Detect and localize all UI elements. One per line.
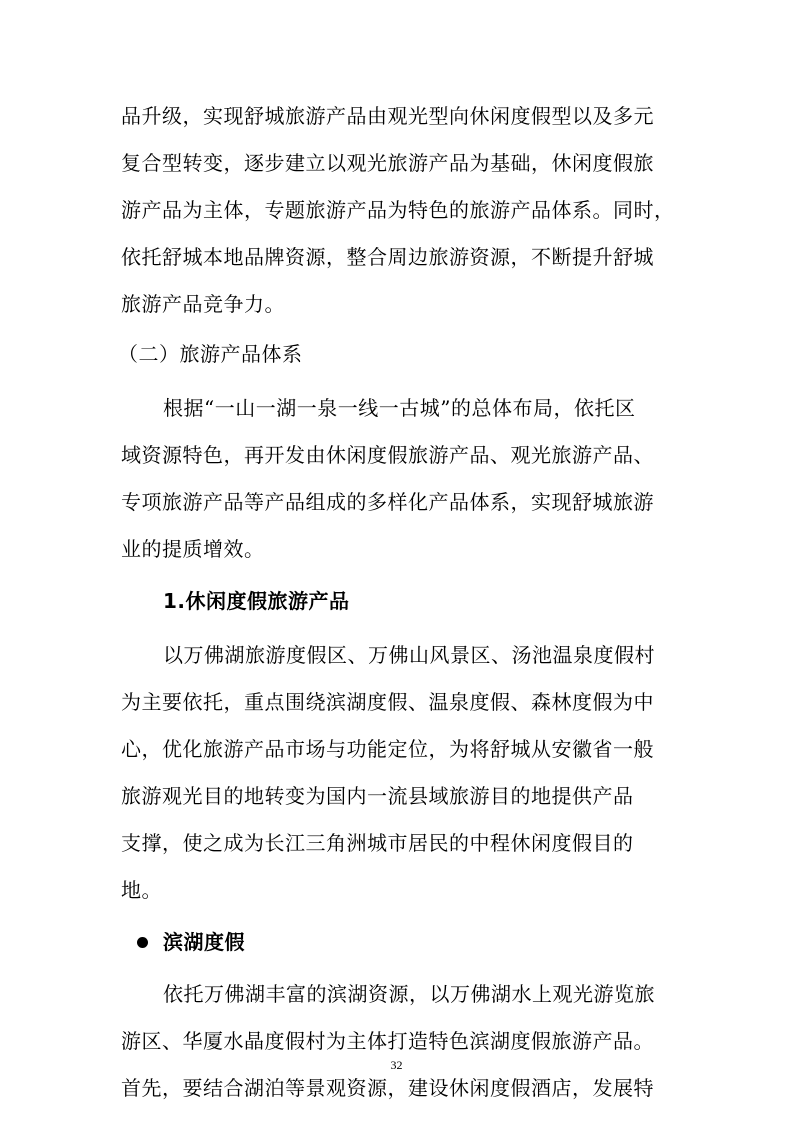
intro-line-1: 品升级，实现舒城旅游产品由观光型向休闲度假型以及多元 xyxy=(121,104,654,128)
section-line-4: 业的提质增效。 xyxy=(121,537,265,561)
intro-line-2: 复合型转变，逐步建立以观光旅游产品为基础，休闲度假旅 xyxy=(121,151,654,175)
subsection-line-6: 地。 xyxy=(121,878,162,902)
intro-line-4: 依托舒城本地品牌资源，整合周边旅游资源，不断提升舒城 xyxy=(121,245,654,269)
section-line-2: 域资源特色，再开发由休闲度假旅游产品、观光旅游产品、 xyxy=(121,443,654,467)
subsection-line-5: 支撑，使之成为长江三角洲城市居民的中程休闲度假目的 xyxy=(121,831,634,855)
page-number: 32 xyxy=(390,1058,403,1072)
subsection-heading: 1.休闲度假旅游产品 xyxy=(163,589,350,613)
intro-line-5: 旅游产品竞争力。 xyxy=(121,292,285,316)
section-line-3: 专项旅游产品等产品组成的多样化产品体系，实现舒城旅游 xyxy=(121,490,654,514)
bullet-line-1: 依托万佛湖丰富的滨湖资源，以万佛湖水上观光游览旅 xyxy=(163,982,655,1006)
bullet-heading: 滨湖度假 xyxy=(163,930,245,954)
subsection-line-1: 以万佛湖旅游度假区、万佛山风景区、汤池温泉度假村 xyxy=(163,643,655,667)
bullet-line-3: 首先，要结合湖泊等景观资源，建设休闲度假酒店，发展特 xyxy=(121,1076,654,1100)
subsection-line-3: 心，优化旅游产品市场与功能定位，为将舒城从安徽省一般 xyxy=(121,737,654,761)
bullet-dot-icon xyxy=(137,937,148,948)
subsection-line-2: 为主要依托，重点围绕滨湖度假、温泉度假、森林度假为中 xyxy=(121,690,654,714)
intro-line-3: 游产品为主体，专题旅游产品为特色的旅游产品体系。同时， xyxy=(121,198,675,222)
bullet-line-2: 游区、华厦水晶度假村为主体打造特色滨湖度假旅游产品。 xyxy=(121,1029,654,1053)
section-heading: （二）旅游产品体系 xyxy=(118,342,303,366)
subsection-line-4: 旅游观光目的地转变为国内一流县域旅游目的地提供产品 xyxy=(121,784,634,808)
section-line-1: 根据“一山一湖一泉一线一古城”的总体布局，依托区 xyxy=(163,396,636,420)
